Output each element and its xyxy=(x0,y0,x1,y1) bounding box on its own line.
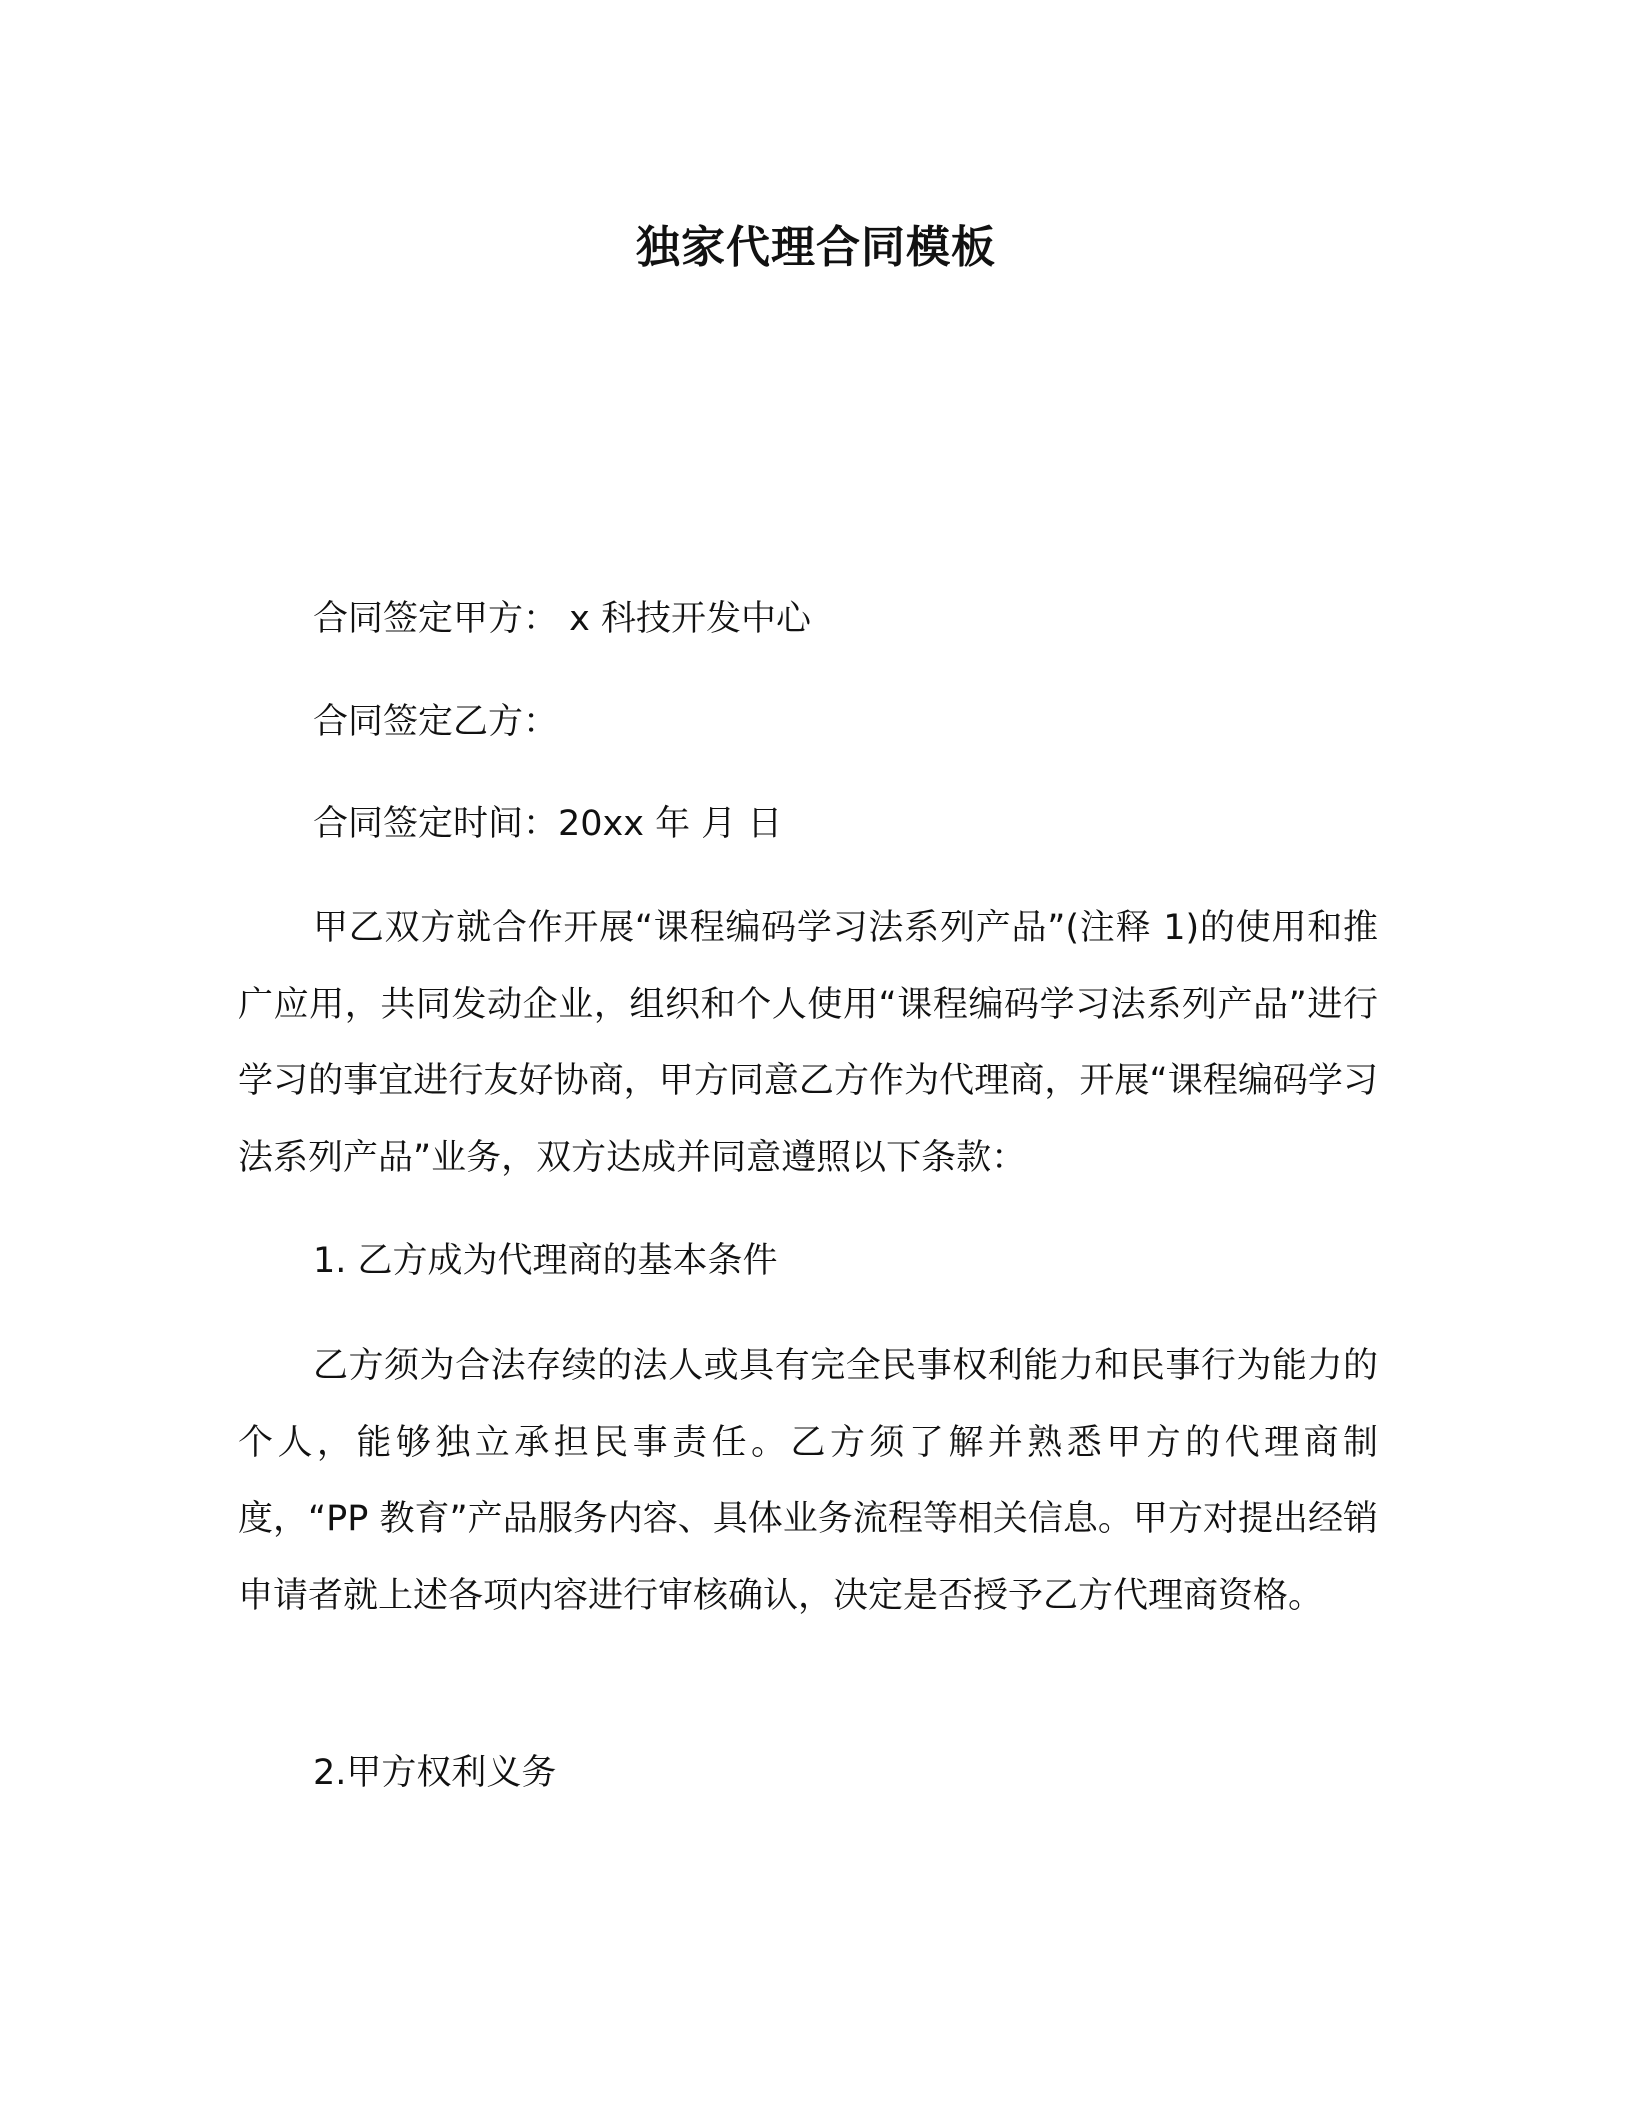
party-a-line: 合同签定甲方： x 科技开发中心 xyxy=(313,599,811,639)
section-1-heading: 1. 乙方成为代理商的基本条件 xyxy=(313,1241,778,1281)
intro-paragraph: 甲乙双方就合作开展“课程编码学习法系列产品”(注释 1)的使用和推广应用，共同发动企业，组织和个人使用“课程编码学习法系列产品”进行学习的事宜进行友好协商，甲方同意乙方作为代理商，开展“课程编码学习法系列产品”业务，双方达成并同意遵照以下条款： xyxy=(238,908,1378,1178)
sign-date-line: 合同签定时间：20xx 年 月 日 xyxy=(313,804,783,844)
section-2-heading: 2.甲方权利义务 xyxy=(313,1753,557,1793)
section-1-body: 乙方须为合法存续的法人或具有完全民事权利能力和民事行为能力的个人，能够独立承担民事责任。乙方须了解并熟悉甲方的代理商制度，“PP 教育”产品服务内容、具体业务流程等相关信息。甲方对提出经销申请者就上述各项内容进行审核确认，决定是否授予乙方代理商资格。 xyxy=(238,1346,1378,1616)
party-b-line: 合同签定乙方： xyxy=(313,702,559,742)
page-title: 独家代理合同模板 xyxy=(636,222,996,273)
